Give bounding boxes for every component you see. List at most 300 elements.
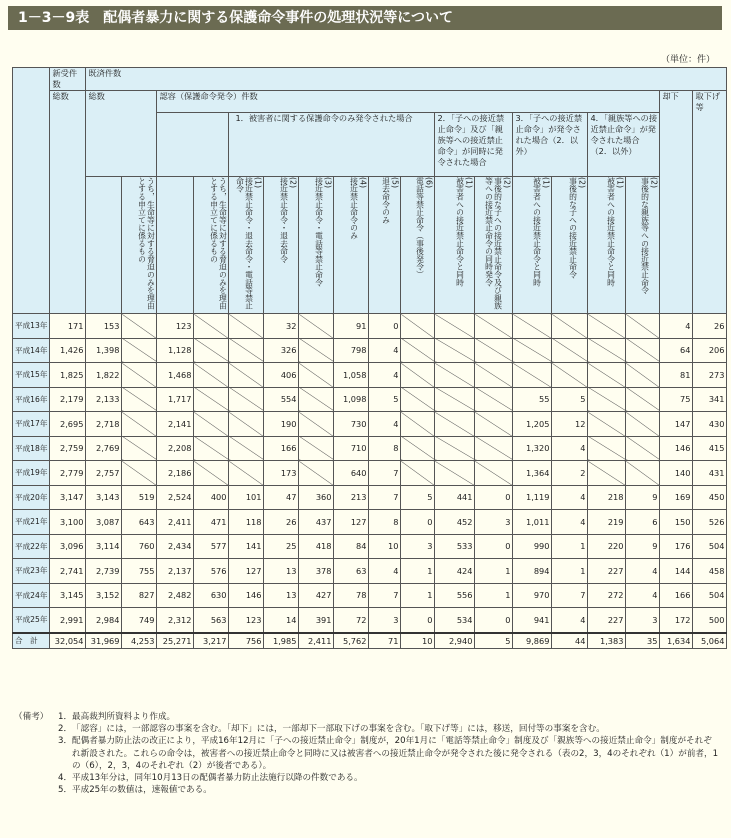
table-cell (194, 387, 229, 412)
table-cell (435, 363, 475, 388)
note-number: 4． (58, 773, 73, 784)
row-label: 平成18年 (13, 436, 50, 461)
table-cell: 1 (475, 559, 513, 584)
table-cell: 3 (369, 608, 401, 633)
table-row (13, 436, 727, 461)
table-cell: 894 (513, 559, 552, 584)
note-row (14, 784, 720, 796)
header-g2-2-text: 事後的な子への接近禁止命令及び親族等への接近禁止命令の同時発令 (484, 177, 503, 310)
header-g1-6 (401, 177, 435, 314)
table-cell: 14 (264, 608, 299, 633)
header-g3-1 (513, 177, 552, 314)
table-cell: 1 (552, 559, 588, 584)
table-cell: 213 (334, 485, 369, 510)
table-cell (299, 387, 334, 412)
table-cell: 3,100 (50, 510, 86, 535)
row-label: 平成17年 (13, 412, 50, 437)
table-cell (475, 436, 513, 461)
table-cell: 2,695 (50, 412, 86, 437)
header-g1-3-num: (3) (323, 177, 333, 189)
table-cell: 4,253 (122, 633, 157, 649)
table-row (13, 314, 727, 339)
notes (14, 711, 720, 796)
table-cell: 4 (660, 314, 693, 339)
table-cell (475, 314, 513, 339)
note-number: 5． (58, 785, 73, 796)
row-label: 平成24年 (13, 583, 50, 608)
total-row (13, 633, 727, 649)
table-cell: 32 (264, 314, 299, 339)
header-g2-2 (475, 177, 513, 314)
table-row (13, 461, 727, 486)
table-cell (122, 412, 157, 437)
table-cell: 2,141 (157, 412, 194, 437)
table-cell (194, 314, 229, 339)
table-cell: 25 (264, 534, 299, 559)
table-cell: 5 (552, 387, 588, 412)
header-g1-4 (334, 177, 369, 314)
header-ninyo-blank (157, 113, 229, 177)
table-cell: 424 (435, 559, 475, 584)
row-label: 合 計 (13, 633, 50, 649)
table-cell: 3,147 (50, 485, 86, 510)
table-cell: 431 (693, 461, 727, 486)
note-row (14, 711, 720, 723)
table-cell (626, 387, 660, 412)
note-row (14, 723, 720, 735)
header-soukazu-2-blank (86, 177, 122, 314)
table-cell (626, 363, 660, 388)
table-cell: 640 (334, 461, 369, 486)
table-cell: 91 (334, 314, 369, 339)
note-text: 平成13年分は，同年10月13日の配偶者暴力防止法施行以降の件数である。 (72, 773, 363, 784)
table-cell: 166 (264, 436, 299, 461)
table-cell (401, 338, 435, 363)
table-cell: 2,741 (50, 559, 86, 584)
table-cell: 0 (475, 608, 513, 633)
table-cell: 1,634 (660, 633, 693, 649)
note-row (14, 772, 720, 784)
header-g2-1 (435, 177, 475, 314)
table-cell: 13 (264, 583, 299, 608)
table-cell: 2,991 (50, 608, 86, 633)
table-cell (588, 314, 626, 339)
table-cell (626, 436, 660, 461)
table-cell: 2,779 (50, 461, 86, 486)
table-cell: 1,398 (86, 338, 122, 363)
row-label: 平成16年 (13, 387, 50, 412)
table-cell: 173 (264, 461, 299, 486)
table-cell: 0 (475, 534, 513, 559)
note-text: 「認容」には，一部認容の事案を含む。「却下」には，一部却下一部取下げの事案を含む。「取下げ等」には，移送，回付等の事案を含む。 (72, 724, 605, 735)
table-cell: 150 (660, 510, 693, 535)
table-cell: 990 (513, 534, 552, 559)
header-g2-1-text: 被害者への接近禁止命令と同時 (455, 177, 465, 287)
table-cell: 72 (334, 608, 369, 633)
table-cell: 406 (264, 363, 299, 388)
header-g4-2-num: (2) (649, 177, 659, 189)
header-ninyo-total (157, 177, 194, 314)
table-cell: 6 (626, 510, 660, 535)
table-row (13, 412, 727, 437)
table-cell: 4 (626, 583, 660, 608)
table-cell: 437 (299, 510, 334, 535)
table-cell: 31,969 (86, 633, 122, 649)
note-number: 2． (58, 724, 73, 735)
table-cell: 504 (693, 583, 727, 608)
corner-cell (13, 68, 50, 314)
table-cell: 2,718 (86, 412, 122, 437)
table-cell: 146 (229, 583, 264, 608)
row-label: 平成22年 (13, 534, 50, 559)
table-cell (588, 363, 626, 388)
table-cell: 166 (660, 583, 693, 608)
table-cell: 26 (264, 510, 299, 535)
table-cell: 2,482 (157, 583, 194, 608)
table-cell (588, 412, 626, 437)
table-cell: 153 (86, 314, 122, 339)
table-cell: 4 (369, 338, 401, 363)
table-cell: 2,137 (157, 559, 194, 584)
table-cell: 941 (513, 608, 552, 633)
table-cell: 3,096 (50, 534, 86, 559)
header-g4-1 (588, 177, 626, 314)
table-cell: 378 (299, 559, 334, 584)
header-group-4: 4．「親族等への接近禁止命令」が発令された場合（2．以外） (588, 113, 660, 177)
table-cell: 220 (588, 534, 626, 559)
header-soukazu-1: 総数 (50, 91, 86, 314)
table-cell: 1,058 (334, 363, 369, 388)
table-cell: 3 (626, 608, 660, 633)
table-cell: 25,271 (157, 633, 194, 649)
table-cell: 1,128 (157, 338, 194, 363)
header-g1-4-text: 接近禁止命令のみ (349, 177, 359, 240)
table-cell: 219 (588, 510, 626, 535)
notes-label: （備考） (14, 712, 49, 722)
table-cell: 4 (552, 608, 588, 633)
table-cell (194, 338, 229, 363)
table-cell (475, 338, 513, 363)
table-cell: 47 (264, 485, 299, 510)
table-cell: 1,098 (334, 387, 369, 412)
table-cell (552, 338, 588, 363)
table-row (13, 583, 727, 608)
table-cell: 1,825 (50, 363, 86, 388)
table-cell: 1,717 (157, 387, 194, 412)
table-cell: 4 (369, 412, 401, 437)
header-group-1: 1．被害者に関する保護命令のみ発令された場合 (229, 113, 435, 177)
table-cell (435, 436, 475, 461)
table-cell: 500 (693, 608, 727, 633)
table-cell: 755 (122, 559, 157, 584)
table-cell (626, 412, 660, 437)
table-cell (401, 436, 435, 461)
table-cell: 450 (693, 485, 727, 510)
table-cell: 1,320 (513, 436, 552, 461)
header-g4-2-text: 事後的な親族等への接近禁止命令 (640, 177, 650, 294)
table-cell (299, 412, 334, 437)
table-cell: 7 (369, 485, 401, 510)
table-cell: 2,757 (86, 461, 122, 486)
table-cell: 0 (401, 510, 435, 535)
table-cell: 9 (626, 534, 660, 559)
table-cell (299, 363, 334, 388)
table-cell (229, 338, 264, 363)
row-label: 平成14年 (13, 338, 50, 363)
table-cell: 441 (435, 485, 475, 510)
table-cell: 171 (50, 314, 86, 339)
unit-label: （単位：件） (660, 55, 715, 65)
table-cell (401, 412, 435, 437)
table-cell: 504 (693, 534, 727, 559)
table-cell: 7 (552, 583, 588, 608)
table-cell: 5,762 (334, 633, 369, 649)
table-cell (122, 461, 157, 486)
table-cell: 1,205 (513, 412, 552, 437)
table-cell (122, 314, 157, 339)
table-cell (299, 461, 334, 486)
table-cell: 2,524 (157, 485, 194, 510)
header-uchi-2: うち，生命等に対する脅迫のみを理由とする申立てに係るもの (194, 177, 229, 314)
table-cell: 533 (435, 534, 475, 559)
table-row (13, 510, 727, 535)
table-cell: 2,411 (157, 510, 194, 535)
table-cell: 127 (229, 559, 264, 584)
table-cell: 4 (552, 436, 588, 461)
table-cell: 3,143 (86, 485, 122, 510)
table-cell: 554 (264, 387, 299, 412)
table-cell (401, 363, 435, 388)
table-cell: 430 (693, 412, 727, 437)
header-g1-1-num: (1) (253, 177, 263, 189)
table-cell (626, 314, 660, 339)
table-row (13, 363, 727, 388)
header-g1-6-num: (6) (424, 177, 434, 189)
table-cell (401, 387, 435, 412)
table-cell (475, 387, 513, 412)
header-g3-1-text: 被害者への接近禁止命令と同時 (532, 177, 542, 287)
table-cell (229, 461, 264, 486)
header-g3-2-num: (2) (577, 177, 587, 189)
table-cell: 2,186 (157, 461, 194, 486)
header-uchi-1: うち，生命等に対する脅迫のみを理由とする申立てに係るもの (122, 177, 157, 314)
table-cell: 273 (693, 363, 727, 388)
table-cell (299, 314, 334, 339)
header-kyakka: 却下 (660, 91, 693, 314)
header-kisai: 既済件数 (86, 68, 727, 91)
table-cell (435, 412, 475, 437)
table-cell: 227 (588, 608, 626, 633)
table-cell: 526 (693, 510, 727, 535)
table-cell (229, 436, 264, 461)
table-cell (299, 436, 334, 461)
table-row (13, 559, 727, 584)
table-cell (513, 363, 552, 388)
table-cell: 0 (369, 314, 401, 339)
table-cell: 1,985 (264, 633, 299, 649)
header-g3-2-text: 事後的な子への接近禁止命令 (568, 177, 578, 279)
table-cell: 35 (626, 633, 660, 649)
header-soukazu-2: 総数 (86, 91, 157, 177)
table-row (13, 608, 727, 633)
table-cell (626, 461, 660, 486)
table-cell: 7 (369, 461, 401, 486)
table-cell: 78 (334, 583, 369, 608)
table-cell: 2,940 (435, 633, 475, 649)
table-cell: 9,869 (513, 633, 552, 649)
table-cell: 75 (660, 387, 693, 412)
table-cell: 1 (475, 583, 513, 608)
table-cell: 1,383 (588, 633, 626, 649)
table-cell: 730 (334, 412, 369, 437)
header-g1-5-num: (5) (390, 177, 400, 189)
table-cell: 44 (552, 633, 588, 649)
table-cell: 13 (264, 559, 299, 584)
table-cell (435, 314, 475, 339)
table-cell: 458 (693, 559, 727, 584)
header-g4-1-text: 被害者への接近禁止命令と同時 (606, 177, 616, 287)
header-g1-1-text: 接近禁止命令・退去命令・電話等禁止命令 (235, 177, 254, 310)
table-cell (122, 436, 157, 461)
table-cell: 169 (660, 485, 693, 510)
table-cell: 556 (435, 583, 475, 608)
table-cell (435, 387, 475, 412)
table-cell (122, 387, 157, 412)
row-label: 平成21年 (13, 510, 50, 535)
table-cell: 391 (299, 608, 334, 633)
header-g1-2-num: (2) (288, 177, 298, 189)
table-cell: 5,064 (693, 633, 727, 649)
header-g1-2-text: 接近禁止命令・退去命令 (279, 177, 289, 263)
table-cell (513, 314, 552, 339)
table-cell: 341 (693, 387, 727, 412)
table-cell: 3,087 (86, 510, 122, 535)
header-g1-5 (369, 177, 401, 314)
header-g4-1-num: (1) (615, 177, 625, 189)
table-cell: 577 (194, 534, 229, 559)
table-cell: 4 (552, 485, 588, 510)
table-cell: 2 (552, 461, 588, 486)
table-cell: 64 (660, 338, 693, 363)
table-cell: 3 (475, 510, 513, 535)
table-cell (194, 436, 229, 461)
table-cell (475, 363, 513, 388)
table-cell: 227 (588, 559, 626, 584)
table-cell (513, 338, 552, 363)
table-cell: 84 (334, 534, 369, 559)
table-cell: 2,739 (86, 559, 122, 584)
note-row (14, 735, 720, 772)
table-cell: 176 (660, 534, 693, 559)
table-cell: 1,468 (157, 363, 194, 388)
header-g1-4-num: (4) (358, 177, 368, 189)
header-group-2: 2．「子への接近禁止命令」及び「親族等への接近禁止命令」が同時に発令された場合 (435, 113, 513, 177)
table-cell: 81 (660, 363, 693, 388)
table-cell: 141 (229, 534, 264, 559)
header-g1-3 (299, 177, 334, 314)
table-cell: 4 (369, 363, 401, 388)
table-cell: 3 (401, 534, 435, 559)
table-cell: 26 (693, 314, 727, 339)
table-cell: 326 (264, 338, 299, 363)
table-cell (588, 387, 626, 412)
note-number: 3． (58, 736, 73, 747)
table-cell: 534 (435, 608, 475, 633)
table-cell: 5 (401, 485, 435, 510)
table-cell (588, 461, 626, 486)
table-cell: 643 (122, 510, 157, 535)
header-g3-1-num: (1) (541, 177, 551, 189)
table-cell: 144 (660, 559, 693, 584)
table-cell: 63 (334, 559, 369, 584)
table-cell: 1,119 (513, 485, 552, 510)
row-label: 平成20年 (13, 485, 50, 510)
header-torisage: 取下げ等 (693, 91, 727, 314)
header-g1-2 (264, 177, 299, 314)
table-cell: 8 (369, 436, 401, 461)
header-g1-3-text: 接近禁止命令・電話等禁止命令 (314, 177, 324, 287)
table-cell: 3,114 (86, 534, 122, 559)
table-cell: 123 (157, 314, 194, 339)
table-cell: 760 (122, 534, 157, 559)
table-cell: 272 (588, 583, 626, 608)
table-cell: 146 (660, 436, 693, 461)
table-cell: 4 (369, 559, 401, 584)
table-cell (229, 412, 264, 437)
table-cell: 471 (194, 510, 229, 535)
table-cell (194, 363, 229, 388)
table-row (13, 534, 727, 559)
note-number: 1． (58, 712, 73, 722)
table-cell: 147 (660, 412, 693, 437)
table-cell: 172 (660, 608, 693, 633)
table-cell: 2,434 (157, 534, 194, 559)
table-cell: 415 (693, 436, 727, 461)
table-cell: 400 (194, 485, 229, 510)
header-g3-2 (552, 177, 588, 314)
table-cell: 2,759 (50, 436, 86, 461)
table-cell: 206 (693, 338, 727, 363)
table-cell: 8 (369, 510, 401, 535)
table-cell (435, 338, 475, 363)
table-cell: 0 (475, 485, 513, 510)
table-cell (122, 338, 157, 363)
table-cell (435, 461, 475, 486)
table-cell: 427 (299, 583, 334, 608)
row-label: 平成25年 (13, 608, 50, 633)
table-row (13, 338, 727, 363)
table-cell: 4 (552, 510, 588, 535)
table-cell: 2,769 (86, 436, 122, 461)
table-row (13, 387, 727, 412)
table-cell: 710 (334, 436, 369, 461)
table-cell: 5 (475, 633, 513, 649)
protection-order-table (12, 67, 727, 649)
table-cell (229, 363, 264, 388)
table-cell: 1,011 (513, 510, 552, 535)
table-cell: 1 (401, 559, 435, 584)
table-cell: 190 (264, 412, 299, 437)
table-cell: 576 (194, 559, 229, 584)
table-cell: 1,822 (86, 363, 122, 388)
table-cell: 1 (401, 583, 435, 608)
note-text: 平成25年の数値は，速報値である。 (72, 785, 212, 796)
header-ninyo: 認容（保護命令発令）件数 (157, 91, 660, 113)
table-cell: 519 (122, 485, 157, 510)
table-cell: 563 (194, 608, 229, 633)
table-body (13, 314, 727, 649)
table-cell: 630 (194, 583, 229, 608)
